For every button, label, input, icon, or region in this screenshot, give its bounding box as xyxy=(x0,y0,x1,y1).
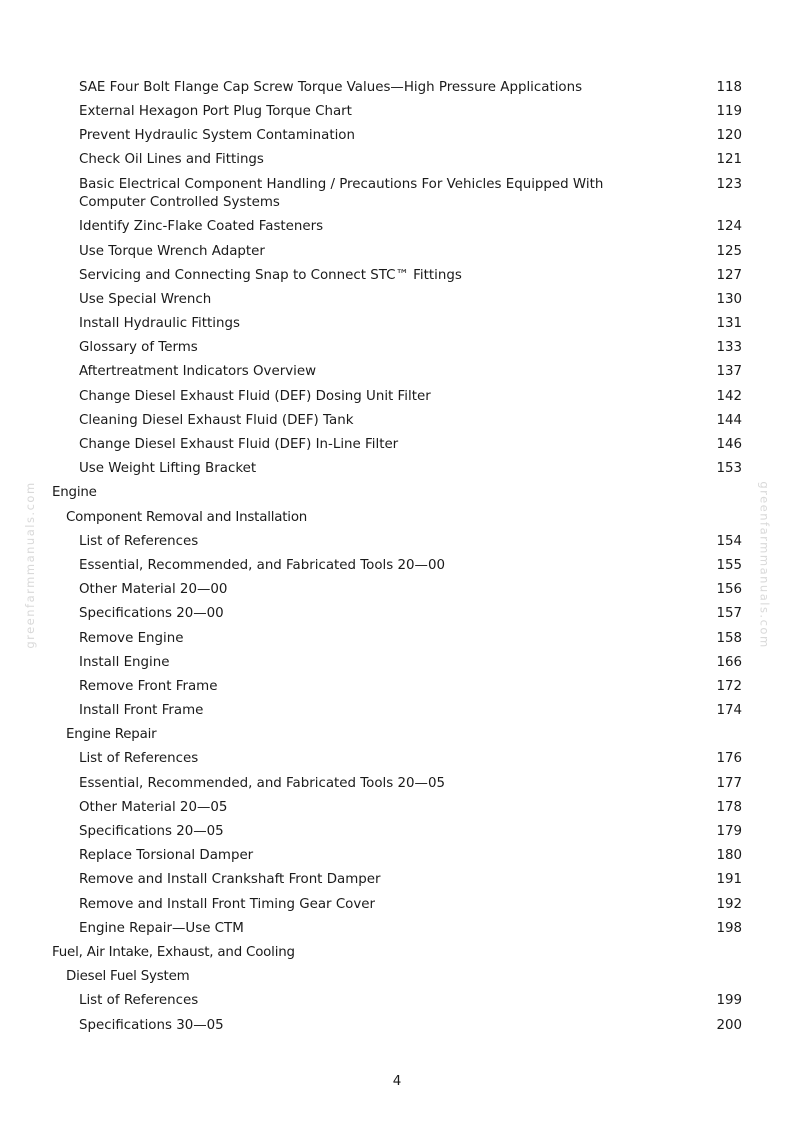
toc-entry[interactable] xyxy=(0,288,794,312)
toc-entry-title: Fuel, Air Intake, Exhaust, and Cooling xyxy=(52,944,295,960)
toc-entry-page-number: 192 xyxy=(716,896,742,912)
toc-entry-title: Specifications 20—05 xyxy=(79,824,224,840)
toc-entry-page-number: 158 xyxy=(716,630,742,646)
toc-entry-title: Remove Front Frame xyxy=(79,678,218,694)
toc-entry[interactable] xyxy=(0,796,794,820)
toc-entry[interactable] xyxy=(0,554,794,578)
toc-entry[interactable] xyxy=(0,578,794,602)
toc-entry-page-number: 176 xyxy=(716,751,742,767)
toc-section[interactable] xyxy=(0,965,794,989)
toc-entry-title: Use Special Wrench xyxy=(79,291,212,307)
toc-entry-title: List of References xyxy=(79,751,199,767)
toc-entry[interactable] xyxy=(0,917,794,941)
toc-entry-title: Remove and Install Front Timing Gear Cover xyxy=(79,896,376,912)
toc-entry-page-number: 142 xyxy=(716,388,742,404)
toc-entry-page-number: 154 xyxy=(716,533,742,549)
toc-entry-page-number: 179 xyxy=(716,824,742,840)
toc-entry[interactable] xyxy=(0,820,794,844)
toc-entry[interactable] xyxy=(0,844,794,868)
toc-entry[interactable] xyxy=(0,699,794,723)
toc-entry-page-number: 125 xyxy=(716,243,742,259)
toc-entry-title: Remove Engine xyxy=(79,630,184,646)
toc-entry[interactable] xyxy=(0,457,794,481)
toc-entry[interactable] xyxy=(0,361,794,385)
toc-entry-title: Remove and Install Crankshaft Front Damper xyxy=(79,872,381,888)
toc-entry[interactable] xyxy=(0,240,794,264)
toc-entry[interactable] xyxy=(0,1014,794,1038)
toc-entry[interactable] xyxy=(0,385,794,409)
toc-entry-page-number: 178 xyxy=(716,799,742,815)
toc-entry[interactable] xyxy=(0,264,794,288)
toc-section[interactable] xyxy=(0,723,794,747)
toc-entry-page-number: 153 xyxy=(716,461,742,477)
toc-entry-page-number: 119 xyxy=(716,103,742,119)
toc-entry-title: Other Material 20—00 xyxy=(79,582,228,598)
toc-entry[interactable] xyxy=(0,100,794,124)
toc-entry-title: List of References xyxy=(79,533,199,549)
toc-entry-page-number: 200 xyxy=(716,1017,742,1033)
toc-entry-title: Engine Repair—Use CTM xyxy=(79,920,244,936)
toc-entry[interactable] xyxy=(0,149,794,173)
toc-entry-page-number: 191 xyxy=(716,872,742,888)
toc-entry-title: Use Weight Lifting Bracket xyxy=(79,461,257,477)
toc-entry-page-number: 198 xyxy=(716,920,742,936)
toc-entry-title: List of References xyxy=(79,993,199,1009)
toc-entry-title: Cleaning Diesel Exhaust Fluid (DEF) Tank xyxy=(79,412,354,428)
toc-entry-page-number: 124 xyxy=(716,219,742,235)
toc-entry-title: External Hexagon Port Plug Torque Chart xyxy=(79,103,352,119)
toc-entry[interactable] xyxy=(0,173,794,216)
toc-entry[interactable] xyxy=(0,312,794,336)
toc-entry[interactable] xyxy=(0,409,794,433)
toc-entry-page-number: 131 xyxy=(716,316,742,332)
toc-entry[interactable] xyxy=(0,893,794,917)
toc-entry-title: Replace Torsional Damper xyxy=(79,848,254,864)
toc-entry-title: Change Diesel Exhaust Fluid (DEF) In-Line Filter xyxy=(79,437,399,453)
toc-entry[interactable] xyxy=(0,603,794,627)
toc-entry-title: Other Material 20—05 xyxy=(79,799,228,815)
toc-entry-title: Component Removal and Installation xyxy=(66,509,308,525)
toc-entry-title: Servicing and Connecting Snap to Connect STC™ Fittings xyxy=(79,267,462,283)
toc-entry-title: Prevent Hydraulic System Contamination xyxy=(79,128,355,144)
toc-entry-page-number: 174 xyxy=(716,703,742,719)
toc-entry[interactable] xyxy=(0,772,794,796)
toc-entry-title: Specifications 20—00 xyxy=(79,606,224,622)
page-number: 4 xyxy=(392,1074,402,1089)
toc-entry-page-number: 121 xyxy=(716,152,742,168)
toc-entry-title: Check Oil Lines and Fittings xyxy=(79,152,264,168)
toc-entry-title: SAE Four Bolt Flange Cap Screw Torque Values—High Pressure Applications xyxy=(79,79,583,95)
toc-entry-page-number: 180 xyxy=(716,848,742,864)
toc-entry[interactable] xyxy=(0,869,794,893)
toc-entry-page-number: 144 xyxy=(716,412,742,428)
toc-entry-title: Engine xyxy=(52,485,97,501)
toc-entry-page-number: 127 xyxy=(716,267,742,283)
toc-entry-title: Install Engine xyxy=(79,654,170,670)
toc-entry-page-number: 120 xyxy=(716,128,742,144)
toc-entry-title: Aftertreatment Indicators Overview xyxy=(79,364,317,380)
table-of-contents xyxy=(0,76,794,1038)
toc-entry[interactable] xyxy=(0,627,794,651)
toc-entry-page-number: 155 xyxy=(716,557,742,573)
watermark-left: greenfarmmanuals.com xyxy=(23,481,37,649)
toc-entry-page-number: 137 xyxy=(716,364,742,380)
toc-entry-page-number: 177 xyxy=(716,775,742,791)
toc-entry-page-number: 123 xyxy=(716,176,742,192)
toc-entry-title: Install Front Frame xyxy=(79,703,204,719)
toc-chapter[interactable] xyxy=(0,482,794,506)
toc-entry-title: Change Diesel Exhaust Fluid (DEF) Dosing Unit Filter xyxy=(79,388,431,404)
toc-entry[interactable] xyxy=(0,336,794,360)
toc-entry-title: Specifications 30—05 xyxy=(79,1017,224,1033)
toc-entry[interactable] xyxy=(0,433,794,457)
toc-entry-page-number: 157 xyxy=(716,606,742,622)
toc-entry-title: Basic Electrical Component Handling / Precautions For Vehicles Equipped With Computer Controlled Systems xyxy=(79,176,604,211)
toc-entry[interactable] xyxy=(0,530,794,554)
toc-entry[interactable] xyxy=(0,124,794,148)
toc-entry-page-number: 156 xyxy=(716,582,742,598)
toc-entry-title: Use Torque Wrench Adapter xyxy=(79,243,265,259)
toc-entry-title: Engine Repair xyxy=(66,727,157,743)
toc-entry-page-number: 130 xyxy=(716,291,742,307)
toc-entry[interactable] xyxy=(0,990,794,1014)
watermark-right: greenfarmmanuals.com xyxy=(757,481,771,649)
toc-entry-page-number: 146 xyxy=(716,437,742,453)
toc-entry-page-number: 118 xyxy=(716,79,742,95)
toc-entry-page-number: 133 xyxy=(716,340,742,356)
toc-section[interactable] xyxy=(0,506,794,530)
toc-entry-page-number: 172 xyxy=(716,678,742,694)
toc-entry-title: Identify Zinc-Flake Coated Fasteners xyxy=(79,219,324,235)
toc-entry-title: Essential, Recommended, and Fabricated Tools 20—00 xyxy=(79,557,445,573)
toc-entry[interactable] xyxy=(0,748,794,772)
toc-entry-title: Essential, Recommended, and Fabricated Tools 20—05 xyxy=(79,775,445,791)
toc-entry[interactable] xyxy=(0,675,794,699)
toc-entry-title: Install Hydraulic Fittings xyxy=(79,316,240,332)
toc-chapter[interactable] xyxy=(0,941,794,965)
toc-entry-title: Glossary of Terms xyxy=(79,340,198,356)
toc-entry[interactable] xyxy=(0,76,794,100)
toc-entry[interactable] xyxy=(0,651,794,675)
toc-entry-page-number: 199 xyxy=(716,993,742,1009)
toc-entry-page-number: 166 xyxy=(716,654,742,670)
toc-entry-title: Diesel Fuel System xyxy=(66,969,190,985)
toc-entry[interactable] xyxy=(0,216,794,240)
